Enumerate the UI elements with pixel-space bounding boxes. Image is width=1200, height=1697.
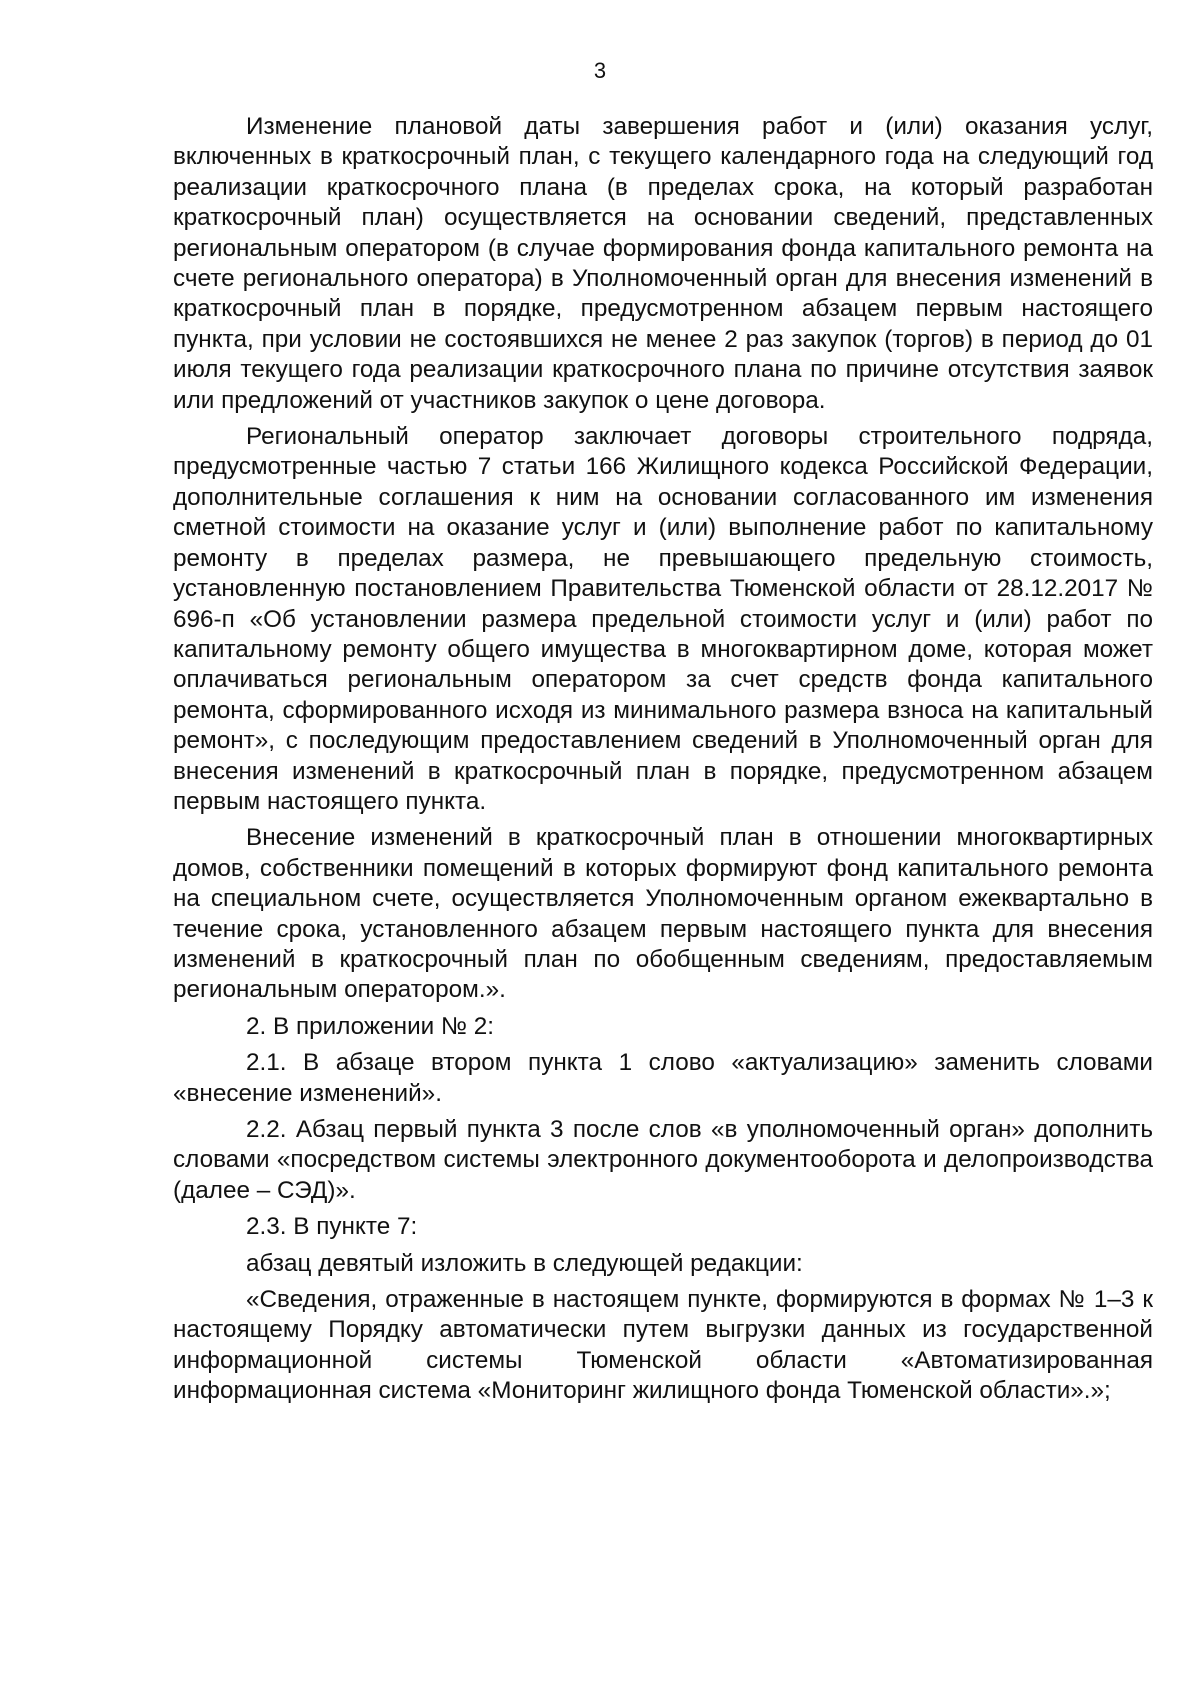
paragraph-special-account-changes: Внесение изменений в краткосрочный план в отношении многоквартирных домов, собственники помещений в которых формируют фонд капитального ремонта на специальном счете, осуществляется Уполномоченным органом ежеквартально в течение срока, установленного абзацем первым настоящего пункта для внесения изменений в краткосрочный план по обобщенным сведениям, предоставляемым региональным оператором.». — [173, 824, 1153, 1004]
page-number: 3 — [593, 58, 607, 83]
document-body — [173, 112, 1153, 1413]
paragraph-regional-operator-contracts: Региональный оператор заключает договоры строительного подряда, предусмотренные частью 7 статьи 166 Жилищного кодекса Российской Федерации, дополнительные соглашения к ним на основании согласованного им изменения сметной стоимости на оказание услуг и (или) выполнение работ по капитальному ремонту в пределах размера, не превышающего предельную стоимость, установленную постановлением Правительства Тюменской области от 28.12.2017 № 696-п «Об установлении размера предельной стоимости услуг и (или) работ по капитальному ремонту общего имущества в многоквартирном доме, которая может оплачиваться региональным оператором за счет средств фонда капитального ремонта, сформированного исходя из минимального размера взноса на капитальный ремонт», с последующим предоставлением сведений в Уполномоченный орган для внесения изменений в краткосрочный план в порядке, предусмотренном абзацем первым настоящего пункта. — [173, 423, 1153, 815]
paragraph-item-2-1: 2.1. В абзаце втором пункта 1 слово «актуализацию» заменить словами «внесение изменений». — [173, 1049, 1153, 1107]
paragraph-item-2-2: 2.2. Абзац первый пункта 3 после слов «в уполномоченный орган» дополнить словами «посредством системы электронного документооборота и делопроизводства (далее – СЭД)». — [173, 1116, 1153, 1204]
paragraph-item-2-3: 2.3. В пункте 7: — [246, 1213, 418, 1241]
paragraph-ninth-abzac-intro: абзац девятый изложить в следующей редакции: — [246, 1249, 803, 1277]
paragraph-appendix-2-heading: 2. В приложении № 2: — [246, 1012, 495, 1040]
paragraph-new-wording: «Сведения, отраженные в настоящем пункте, формируются в формах № 1–3 к настоящему Порядку автоматически путем выгрузки данных из государственной информационной системы Тюменской области «Автоматизированная информационная система «Мониторинг жилищного фонда Тюменской области».»; — [173, 1286, 1153, 1405]
paragraph-planned-date-change: Изменение плановой даты завершения работ и (или) оказания услуг, включенных в краткосрочный план, с текущего календарного года на следующий год реализации краткосрочного плана (в пределах срока, на который разработан краткосрочный план) осуществляется на основании сведений, представленных региональным оператором (в случае формирования фонда капитального ремонта на счете регионального оператора) в Уполномоченный орган для внесения изменений в краткосрочный план в порядке, предусмотренном абзацем первым настоящего пункта, при условии не состоявшихся не менее 2 раз закупок (торгов) в период до 01 июля текущего года реализации краткосрочного плана по причине отсутствия заявок или предложений от участников закупок о цене договора. — [173, 113, 1153, 414]
